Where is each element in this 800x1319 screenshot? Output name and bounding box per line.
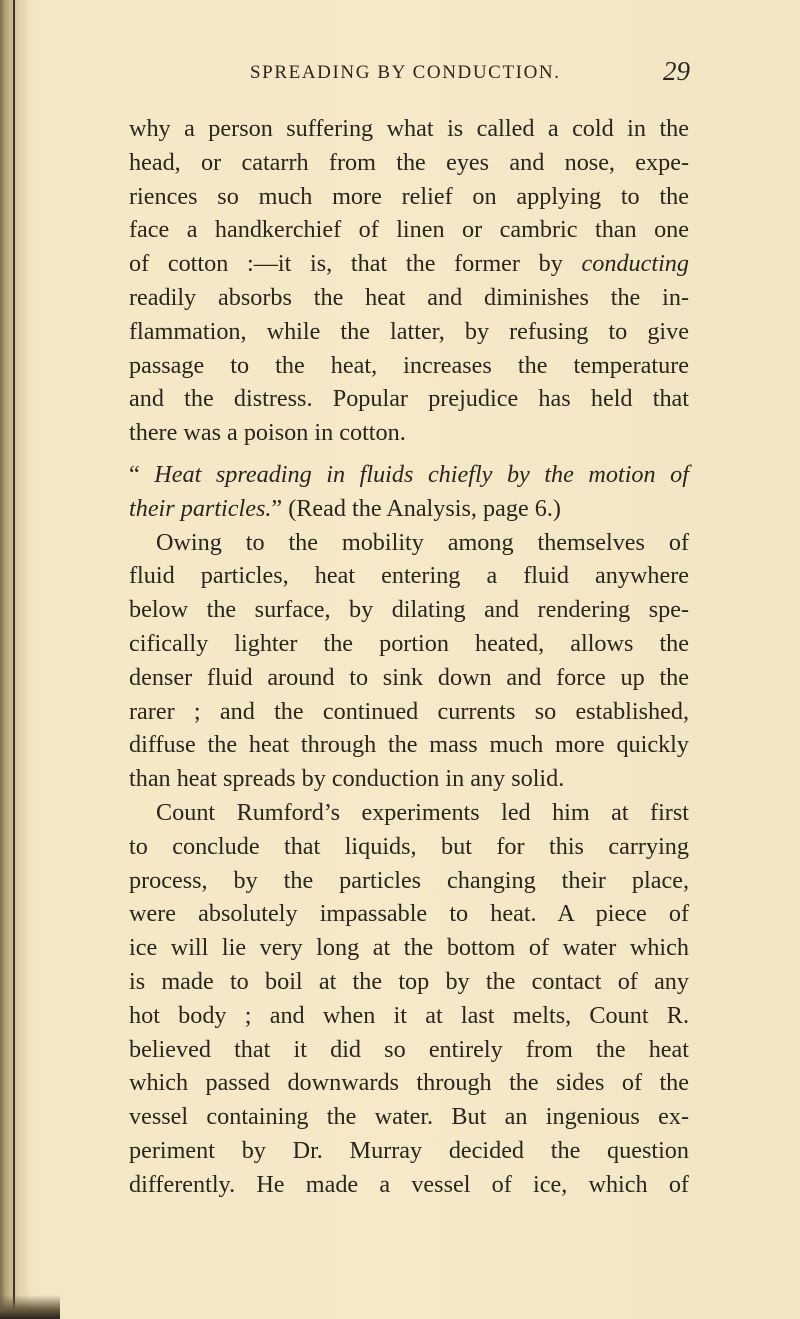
section-heading-line [129, 492, 689, 526]
page-header [250, 56, 690, 96]
text-line: flammation, while the latter, by refusing to give [129, 317, 689, 345]
text-line: Owing to the mobility among themselves of [156, 528, 689, 556]
text-line: passage to the heat, increases the temperature [129, 351, 689, 379]
emphasis-conducting: conducting [581, 250, 689, 278]
text-line: Count Rumford’s experiments led him at first [156, 798, 689, 826]
body-text [129, 112, 689, 1202]
text-line: ice will lie very long at the bottom of water which [129, 934, 689, 962]
text-line: believed that it did so entirely from the heat [129, 1035, 689, 1063]
text-line: cifically lighter the portion heated, allows the [129, 629, 689, 657]
text-line: and the distress. Popular prejudice has held that [129, 385, 689, 413]
text-line: riences so much more relief on applying to the [129, 182, 689, 210]
text-line: differently. He made a vessel of ice, which of [129, 1170, 689, 1198]
text-line: fluid particles, heat entering a fluid anywhere [129, 562, 689, 590]
text-line: face a handkerchief of linen or cambric than one [129, 216, 689, 244]
text-line: which passed downwards through the sides of the [129, 1069, 689, 1097]
text-line: process, by the particles changing their place, [129, 866, 689, 894]
running-head: SPREADING BY CONDUCTION. [250, 62, 561, 83]
section-heading-italic: their particles. [129, 494, 272, 522]
text-line: there was a poison in cotton. [129, 419, 406, 447]
text-line: readily absorbs the heat and diminishes the in- [129, 283, 689, 311]
text-line: denser fluid around to sink down and force up the [129, 663, 689, 691]
section-heading-line [129, 458, 689, 492]
text-line: below the surface, by dilating and rendering spe- [129, 596, 689, 624]
text-line: head, or catarrh from the eyes and nose, expe- [129, 148, 689, 176]
text-line: vessel containing the water. But an ingenious ex- [129, 1103, 689, 1131]
section-heading-italic: Heat spreading in fluids chiefly by the motion of [154, 460, 689, 488]
open-quote: “ [129, 460, 155, 488]
text-line: is made to boil at the top by the contact of any [129, 967, 689, 995]
text-line: to conclude that liquids, but for this carrying [129, 832, 689, 860]
text-line: than heat spreads by conduction in any solid. [129, 765, 565, 793]
text-line [129, 247, 689, 281]
text-line: hot body ; and when it at last melts, Count R. [129, 1001, 689, 1029]
paragraph-gap [129, 450, 689, 458]
text-line: rarer ; and the continued currents so established, [129, 697, 689, 725]
text-line: periment by Dr. Murray decided the question [129, 1136, 689, 1164]
analysis-reference: ” (Read the Analysis, page 6.) [271, 494, 561, 522]
page-binding-shadow [0, 0, 30, 1319]
binding-edge-line [13, 0, 15, 1319]
text-line: diffuse the heat through the mass much more quickly [129, 731, 689, 759]
page-corner-shadow [0, 1295, 60, 1319]
text-line: were absolutely impassable to heat. A piece of [129, 900, 689, 928]
text-line: why a person suffering what is called a cold in the [129, 115, 689, 142]
page-number: 29 [663, 56, 690, 86]
text-run: of cotton :—it is, that the former by [129, 250, 582, 278]
